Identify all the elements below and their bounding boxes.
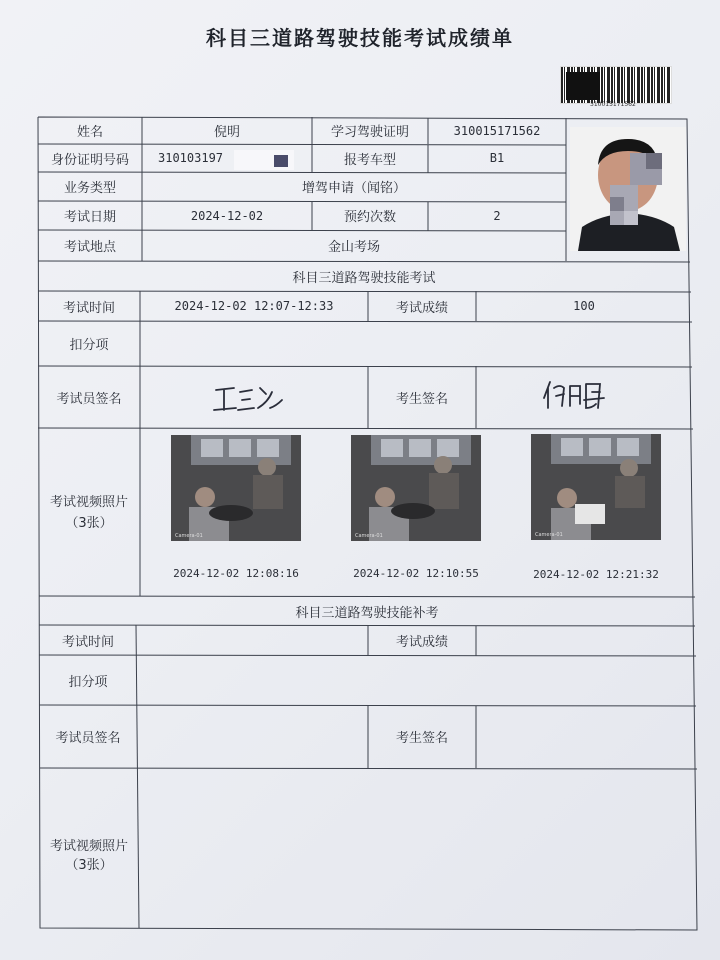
document-title: 科目三道路驾驶技能考试成绩单 <box>206 26 514 50</box>
business-value: 增驾申请（闻铭） <box>301 181 406 196</box>
retake-deduct-label: 扣分项 <box>68 674 108 690</box>
exam-video-label: 考试视频照片 <box>49 494 128 510</box>
business-label: 业务类型 <box>63 181 116 196</box>
name-label: 姓名 <box>76 125 103 140</box>
exam-time-label: 考试时间 <box>62 300 115 316</box>
candidate-signature <box>540 378 620 412</box>
date-value: 2024-12-02 <box>190 208 264 223</box>
exam-video-photo-3 <box>531 434 661 540</box>
vehicle-value: B1 <box>489 151 505 165</box>
booking-label: 预约次数 <box>343 210 396 225</box>
retake-video-label: 考试视频照片 <box>49 838 128 854</box>
exam-video-count: （3张） <box>65 515 113 531</box>
exam-time-value: 2024-12-02 12:07-12:33 <box>174 299 334 313</box>
examiner-signature <box>210 380 290 416</box>
retake-section-title: 科目三道路驾驶技能补考 <box>295 605 439 621</box>
exam-score-value: 100 <box>573 299 595 313</box>
exam-video-time-3: 2024-12-02 12:21:32 <box>533 567 659 581</box>
exam-video-time-2: 2024-12-02 12:10:55 <box>353 566 479 580</box>
license-label: 学习驾驶证明 <box>330 125 409 140</box>
exam-video-photo-1 <box>171 435 301 541</box>
exam-candidate-label: 考生签名 <box>395 391 448 407</box>
id-value: 310103197 <box>158 151 224 165</box>
vehicle-label: 报考车型 <box>343 152 396 168</box>
exam-score-label: 考试成绩 <box>395 300 448 316</box>
exam-section-title: 科目三道路驾驶技能考试 <box>292 271 436 286</box>
svg-text:Camera-01: Camera-01 <box>535 532 563 538</box>
exam-deduct-label: 扣分项 <box>69 338 109 353</box>
svg-text:Camera-01: Camera-01 <box>175 533 203 539</box>
retake-video-count: （3张） <box>65 857 113 873</box>
exam-video-photo-2 <box>351 435 481 541</box>
retake-candidate-label: 考生签名 <box>395 731 448 746</box>
exam-video-time-1: 2024-12-02 12:08:16 <box>173 566 299 580</box>
id-redaction <box>234 150 294 170</box>
exam-examiner-label: 考试员签名 <box>56 391 122 407</box>
svg-text:Camera-01: Camera-01 <box>355 533 383 539</box>
barcode-number: 310015171562 <box>590 101 636 108</box>
candidate-photo <box>570 127 686 251</box>
site-label: 考试地点 <box>63 240 116 255</box>
id-label: 身份证明号码 <box>50 152 129 168</box>
site-value: 金山考场 <box>327 240 380 255</box>
license-value: 310015171562 <box>453 123 541 138</box>
booking-value: 2 <box>493 208 501 223</box>
retake-examiner-label: 考试员签名 <box>55 731 121 746</box>
date-label: 考试日期 <box>63 210 116 225</box>
name-value: 倪明 <box>213 125 240 140</box>
retake-time-label: 考试时间 <box>61 634 114 650</box>
retake-score-label: 考试成绩 <box>395 634 448 650</box>
